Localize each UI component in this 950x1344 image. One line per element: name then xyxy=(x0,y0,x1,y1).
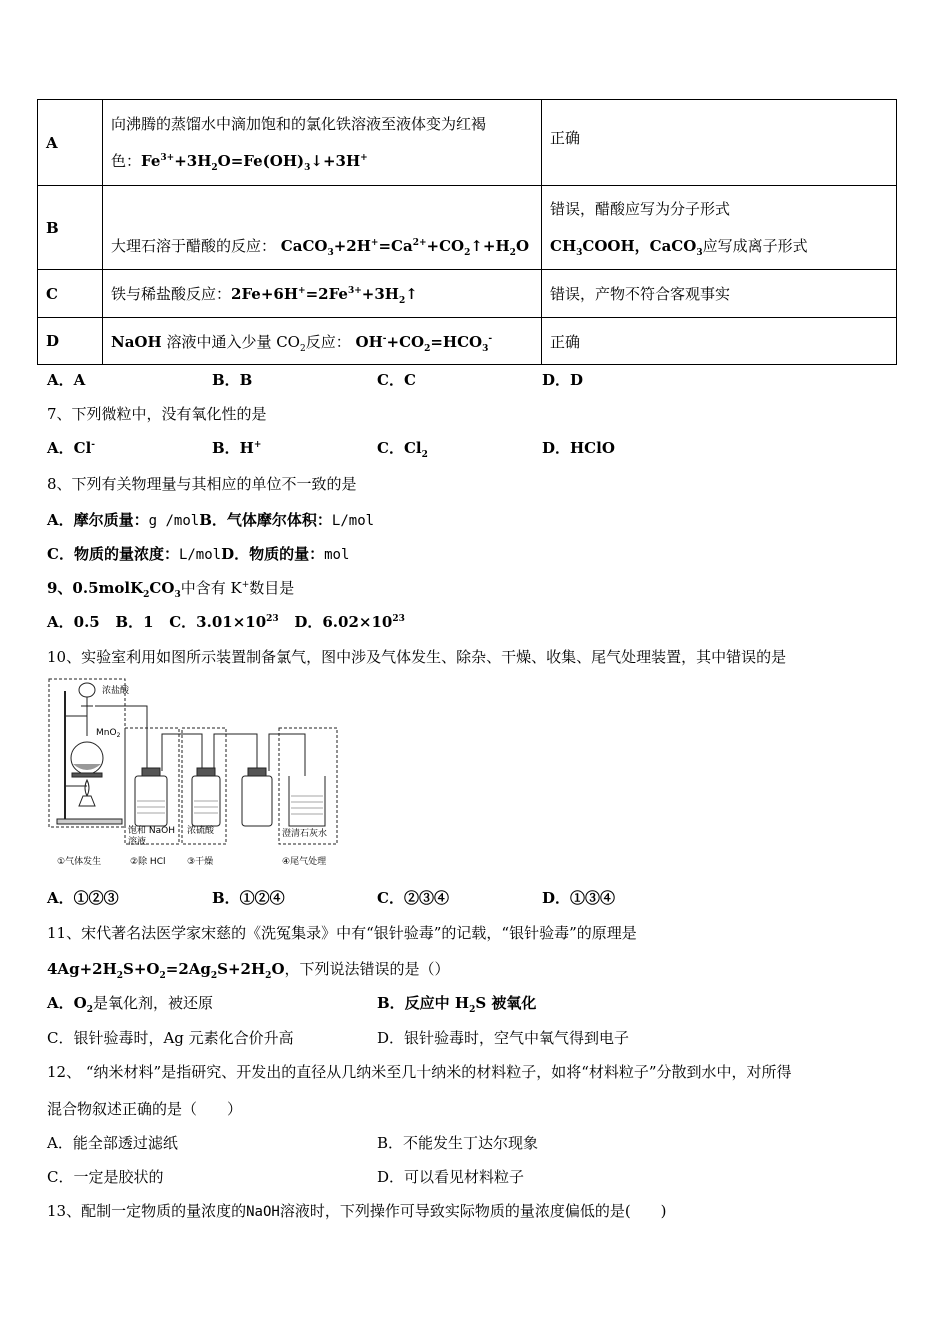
row-description: NaOH 溶液中通入少量 $CO_2$反应： $OH^-+CO_2=HCO_3^-$ xyxy=(103,318,542,365)
option-c: C．$Cl_2$ xyxy=(377,439,428,460)
option-b: B．H+ xyxy=(212,439,262,457)
box-tail-gas xyxy=(279,728,337,844)
stopper xyxy=(248,768,266,776)
tube-4 xyxy=(269,734,305,776)
option-b: B．①②④ xyxy=(212,889,285,907)
label-naoh: 饱和 NaOH xyxy=(128,826,175,836)
flame xyxy=(85,780,89,796)
row-label: D xyxy=(38,318,103,365)
option-c: C．银针验毒时，Ag 元素化合价升高 xyxy=(47,1029,294,1047)
desc-line: 大理石溶于醋酸的反应： $CaCO_3+2H^+=Ca^{2+}+CO_2↑+H_2O$ xyxy=(111,237,530,258)
row-judgement: 正确 xyxy=(542,100,897,186)
alcohol-lamp xyxy=(79,796,95,806)
q8-options-ab: A．摩尔质量：g /molB．气体摩尔体积：L/mol xyxy=(47,511,375,529)
row-judgement: 错误，醋酸应写为分子形式 $CH_3COOH$，CaCO$_3$应写成离子形式 xyxy=(542,186,897,270)
caption-1: ①气体发生 xyxy=(57,857,102,867)
option-c: C．C xyxy=(377,371,416,389)
apparatus-figure xyxy=(47,676,342,872)
table-row xyxy=(38,186,897,270)
option-b: B．反应中 $H_2S$ 被氧化 xyxy=(377,994,537,1015)
caption-4: ④尾气处理 xyxy=(282,857,327,867)
q7-stem: 7、下列微粒中，没有氧化性的是 xyxy=(47,405,267,423)
label-h2so4: 浓硫酸 xyxy=(187,826,215,836)
desc-line: 色：$Fe^{3+}+3H_2O=Fe(OH)_3↓+3H^+$ xyxy=(111,151,368,173)
label-lime-water: 澄清石灰水 xyxy=(282,829,328,839)
option-a: A．①②③ xyxy=(47,889,119,907)
row-judgement: 错误，产物不符合客观事实 xyxy=(542,270,897,318)
row-description: 铁与稀盐酸反应：$2Fe+6H^+=2Fe^{3+}+3H_2↑$ xyxy=(103,270,542,318)
row-label: B xyxy=(38,186,103,270)
table-row xyxy=(38,100,897,186)
q10-stem: 10、实验室利用如图所示装置制备氯气，图中涉及气体发生、除杂、干燥、收集、尾气处理装置，其中错误的是 xyxy=(47,648,787,666)
option-c: C．一定是胶状的 xyxy=(47,1168,164,1186)
row-label: C xyxy=(38,270,103,318)
separatory-funnel xyxy=(79,683,95,697)
stand-base xyxy=(57,819,122,824)
row-description xyxy=(103,186,542,270)
option-a: A．Cl- xyxy=(47,439,96,457)
option-a: A．能全部透过滤纸 xyxy=(47,1134,178,1152)
tube-3 xyxy=(214,734,257,771)
option-a: A．$O_2$是氧化剂，被还原 xyxy=(47,994,213,1015)
option-d: D．HClO xyxy=(542,439,615,457)
caption-3: ③干燥 xyxy=(187,857,214,867)
desc-line: 向沸腾的蒸馏水中滴加饱和的氯化铁溶液至液体变为红褐 xyxy=(111,114,487,133)
gauze xyxy=(72,773,102,777)
stopper xyxy=(197,768,215,776)
beaker xyxy=(289,776,325,826)
row-judgement: 正确 xyxy=(542,318,897,365)
label-mno2: MnO$_2$ xyxy=(96,728,121,739)
option-d: D．可以看见材料粒子 xyxy=(377,1168,525,1186)
option-d: D．银针验毒时，空气中氧气得到电子 xyxy=(377,1029,630,1047)
label-naoh-solution: 溶液 xyxy=(128,837,147,847)
q8-options-cd: C．物质的量浓度：L/molD．物质的量：mol xyxy=(47,545,350,563)
label-hcl: 浓盐酸 xyxy=(102,686,130,696)
q11-equation: $4Ag+2H_2S+O_2=2Ag_2S+2H_2O$，下列说法错误的是（） xyxy=(47,960,450,981)
q9-stem: 9、$0.5molK_2CO_3$中含有 K+数目是 xyxy=(47,579,295,600)
option-b: B．B xyxy=(212,371,253,389)
q11-stem: 11、宋代著名法医学家宋慈的《洗冤集录》中有“银针验毒”的记载，“银针验毒”的原理是 xyxy=(47,924,637,942)
table-row xyxy=(38,318,897,365)
reaction-judgement-table xyxy=(37,99,897,365)
option-a: A．A xyxy=(47,371,86,389)
stopper xyxy=(142,768,160,776)
q9-options: A．0.5 B．1 C．$3.01\times 10^{23}$ D．$6.02\times 10^{23}$ xyxy=(47,613,405,631)
q12-stem: 12、 “纳米材料”是指研究、开发出的直径从几纳米至几十纳米的材料粒子，如将“材料粒子”分散到水中，对所得 xyxy=(47,1063,792,1081)
q13-stem: 13、配制一定物质的量浓度的NaOH溶液时，下列操作可导致实际物质的量浓度偏低的是( ) xyxy=(47,1202,667,1220)
bottle-collect xyxy=(242,776,272,826)
row-label: A xyxy=(38,100,103,186)
option-b: B．不能发生丁达尔现象 xyxy=(377,1134,539,1152)
option-d: D．①③④ xyxy=(542,889,616,907)
option-c: C．②③④ xyxy=(377,889,449,907)
q12-stem-line2: 混合物叙述正确的是（ ） xyxy=(47,1100,243,1118)
caption-2: ②除 HCl xyxy=(130,857,166,867)
q8-stem: 8、下列有关物理量与其相应的单位不一致的是 xyxy=(47,475,357,493)
row-description xyxy=(103,100,542,186)
option-d: D．D xyxy=(542,371,584,389)
table-row xyxy=(38,270,897,318)
mno2-solid xyxy=(73,764,101,770)
